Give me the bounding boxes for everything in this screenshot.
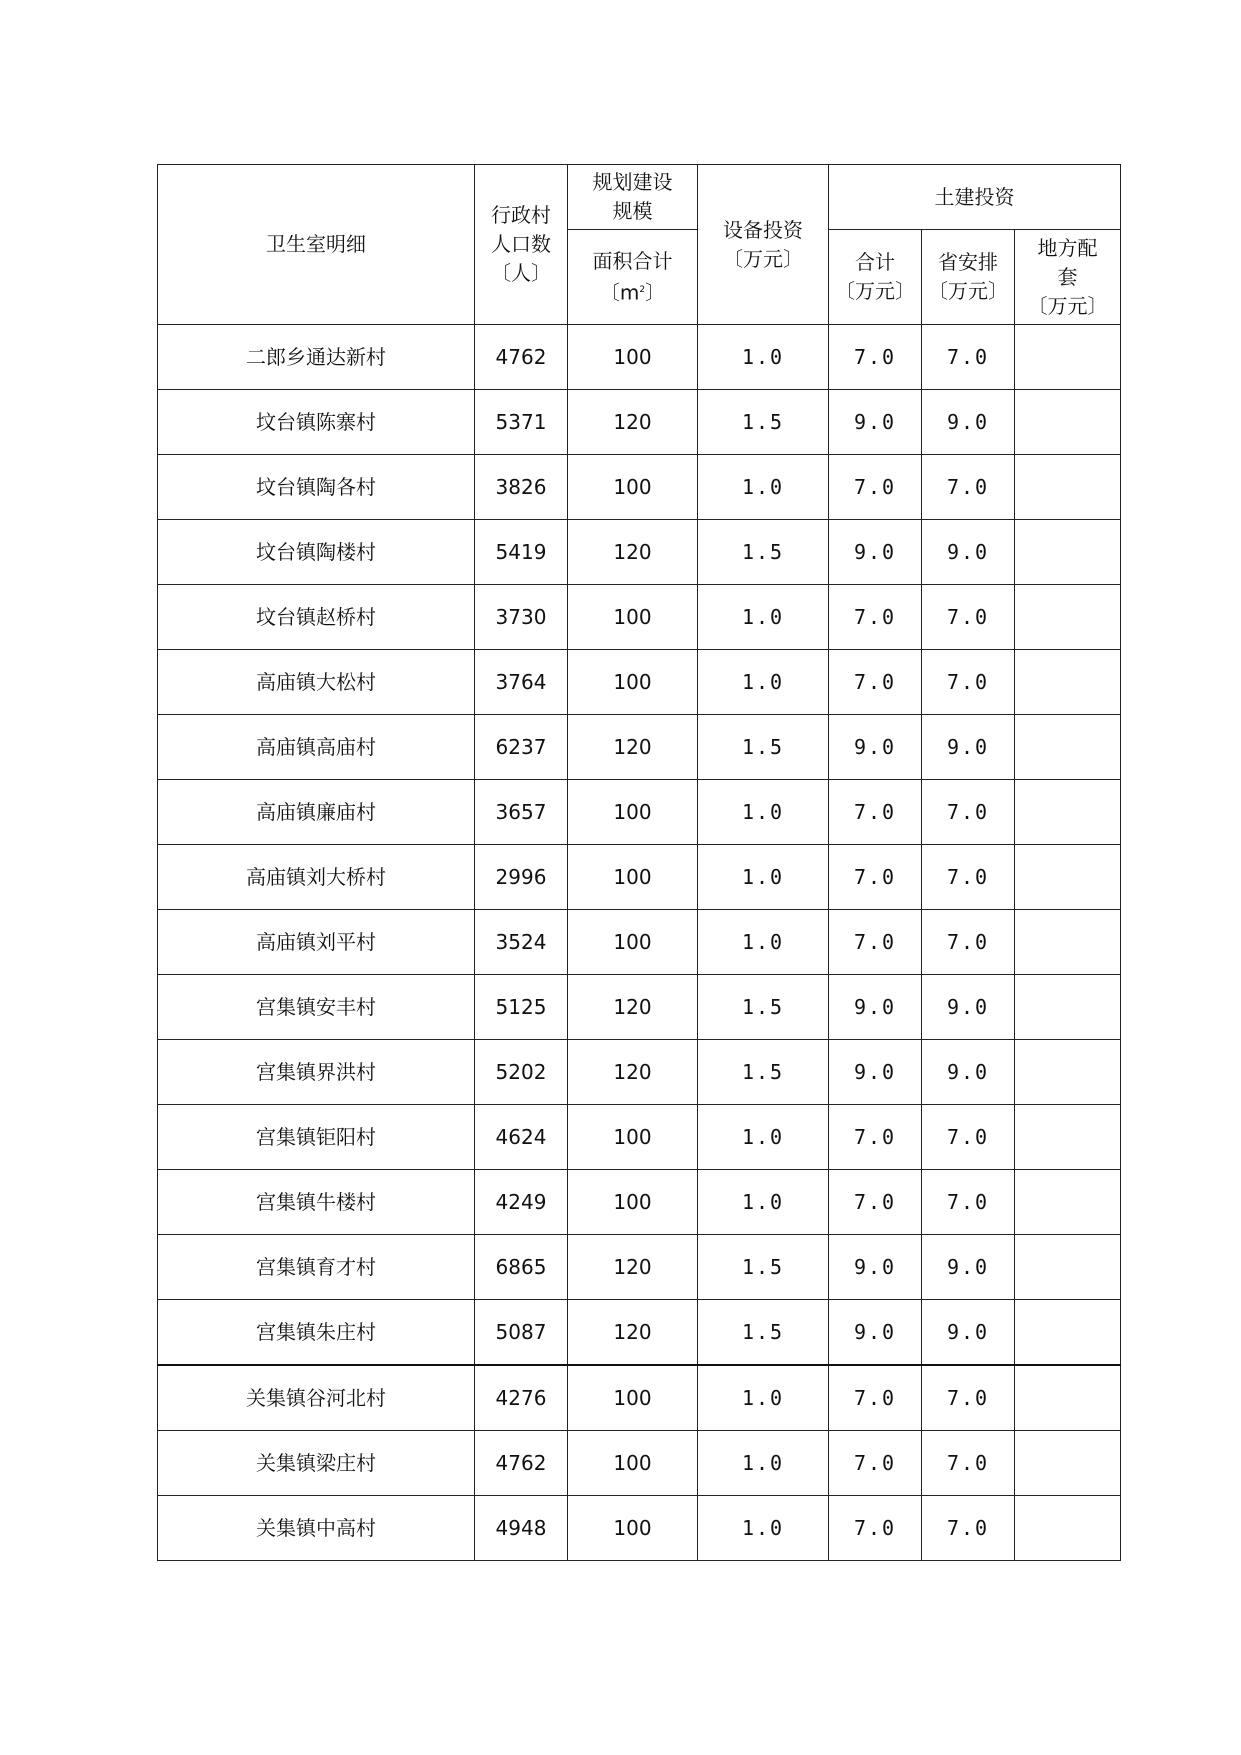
cell-local-matching: [1015, 455, 1121, 520]
cell-equipment-investment: 1.0: [698, 1496, 829, 1561]
cell-population: 3730: [475, 585, 568, 650]
cell-area: 100: [568, 780, 698, 845]
cell-civil-total: 7.0: [829, 845, 922, 910]
cell-provincial-allocation: 9.0: [922, 975, 1015, 1040]
header-area-unit: [568, 276, 697, 308]
cell-equipment-investment: 1.5: [698, 1235, 829, 1300]
cell-equipment-investment: 1.5: [698, 975, 829, 1040]
cell-local-matching: [1015, 1040, 1121, 1105]
cell-provincial-allocation: 7.0: [922, 1496, 1015, 1561]
cell-area: 100: [568, 325, 698, 390]
cell-local-matching: [1015, 975, 1121, 1040]
cell-area: 100: [568, 455, 698, 520]
cell-population: 2996: [475, 845, 568, 910]
cell-population: 4762: [475, 325, 568, 390]
table-body: [158, 165, 1121, 1561]
cell-local-matching: [1015, 325, 1121, 390]
cell-local-matching: [1015, 390, 1121, 455]
cell-civil-total: 9.0: [829, 520, 922, 585]
cell-equipment-investment: 1.0: [698, 1105, 829, 1170]
cell-local-matching: [1015, 715, 1121, 780]
cell-village-name: 宫集镇育才村: [158, 1235, 475, 1300]
cell-area: 120: [568, 520, 698, 585]
header-equipment-unit: 〔万元〕: [723, 246, 803, 271]
cell-village-name: 高庙镇刘平村: [158, 910, 475, 975]
cell-area: 100: [568, 1365, 698, 1431]
cell-population: 5202: [475, 1040, 568, 1105]
cell-provincial-allocation: 7.0: [922, 1105, 1015, 1170]
cell-village-name: 关集镇梁庄村: [158, 1431, 475, 1496]
cell-population: 4624: [475, 1105, 568, 1170]
cell-local-matching: [1015, 1105, 1121, 1170]
table-row: [158, 520, 1121, 585]
cell-civil-total: 7.0: [829, 1496, 922, 1561]
cell-village-name: 宫集镇安丰村: [158, 975, 475, 1040]
cell-civil-total: 9.0: [829, 975, 922, 1040]
table-row: [158, 585, 1121, 650]
cell-equipment-investment: 1.0: [698, 1170, 829, 1235]
cell-local-matching: [1015, 1431, 1121, 1496]
header-area: [568, 230, 698, 325]
cell-village-name: 宫集镇牛楼村: [158, 1170, 475, 1235]
cell-provincial-allocation: 7.0: [922, 585, 1015, 650]
table-row: [158, 715, 1121, 780]
table-row: [158, 1235, 1121, 1300]
table-row: [158, 325, 1121, 390]
header-area-unit-close: 〕: [645, 280, 666, 305]
cell-local-matching: [1015, 1170, 1121, 1235]
cell-local-matching: [1015, 1300, 1121, 1366]
cell-population: 4249: [475, 1170, 568, 1235]
header-local-line2: 套: [1057, 264, 1078, 289]
cell-civil-total: 7.0: [829, 910, 922, 975]
cell-village-name: 关集镇中高村: [158, 1496, 475, 1561]
table-row: [158, 1170, 1121, 1235]
cell-population: 4276: [475, 1365, 568, 1431]
cell-provincial-allocation: 9.0: [922, 715, 1015, 780]
cell-provincial-allocation: 7.0: [922, 1170, 1015, 1235]
cell-provincial-allocation: 7.0: [922, 780, 1015, 845]
header-equipment: [698, 165, 829, 325]
header-detail-label: 卫生室明细: [266, 232, 366, 256]
cell-provincial-allocation: 9.0: [922, 520, 1015, 585]
cell-equipment-investment: 1.0: [698, 1365, 829, 1431]
cell-civil-total: 7.0: [829, 780, 922, 845]
header-local: [1015, 230, 1121, 325]
cell-equipment-investment: 1.0: [698, 650, 829, 715]
cell-area: 120: [568, 1040, 698, 1105]
cell-provincial-allocation: 9.0: [922, 1235, 1015, 1300]
cell-civil-total: 9.0: [829, 1040, 922, 1105]
header-civil-investment: [829, 165, 1121, 230]
header-population-unit: 〔人〕: [491, 261, 551, 285]
cell-equipment-investment: 1.0: [698, 1431, 829, 1496]
cell-village-name: 坟台镇陶各村: [158, 455, 475, 520]
table-row: [158, 910, 1121, 975]
cell-civil-total: 7.0: [829, 1170, 922, 1235]
cell-area: 100: [568, 845, 698, 910]
cell-equipment-investment: 1.5: [698, 1300, 829, 1366]
cell-area: 120: [568, 975, 698, 1040]
cell-village-name: 高庙镇高庙村: [158, 715, 475, 780]
cell-local-matching: [1015, 1235, 1121, 1300]
cell-provincial-allocation: 7.0: [922, 325, 1015, 390]
cell-civil-total: 9.0: [829, 390, 922, 455]
cell-provincial-allocation: 7.0: [922, 650, 1015, 715]
cell-equipment-investment: 1.5: [698, 520, 829, 585]
table-row: [158, 1496, 1121, 1561]
header-local-unit: 〔万元〕: [1027, 293, 1108, 318]
header-equipment-line1: 设备投资: [723, 217, 803, 242]
cell-village-name: 宫集镇界洪村: [158, 1040, 475, 1105]
table-row: [158, 1105, 1121, 1170]
cell-civil-total: 9.0: [829, 1235, 922, 1300]
cell-civil-total: 9.0: [829, 1300, 922, 1366]
table-row: [158, 1365, 1121, 1431]
cell-provincial-allocation: 9.0: [922, 1300, 1015, 1366]
table-row: [158, 1431, 1121, 1496]
table-row: [158, 845, 1121, 910]
header-area-unit-open: 〔m: [599, 280, 640, 305]
cell-area: 120: [568, 1235, 698, 1300]
header-civil-label: 土建投资: [934, 184, 1015, 209]
header-total-line1: 合计: [855, 250, 895, 274]
cell-equipment-investment: 1.0: [698, 325, 829, 390]
cell-area: 100: [568, 650, 698, 715]
header-area-unit-sup: 2: [639, 284, 646, 295]
cell-civil-total: 7.0: [829, 1431, 922, 1496]
header-provincial: [922, 230, 1015, 325]
cell-provincial-allocation: 7.0: [922, 455, 1015, 520]
cell-population: 5125: [475, 975, 568, 1040]
cell-civil-total: 7.0: [829, 1105, 922, 1170]
cell-area: 100: [568, 585, 698, 650]
cell-civil-total: 7.0: [829, 325, 922, 390]
cell-village-name: 坟台镇赵桥村: [158, 585, 475, 650]
cell-civil-total: 7.0: [829, 455, 922, 520]
cell-civil-total: 7.0: [829, 585, 922, 650]
header-population-line2: 人口数: [491, 232, 551, 256]
cell-population: 3657: [475, 780, 568, 845]
table-row: [158, 780, 1121, 845]
cell-provincial-allocation: 7.0: [922, 1365, 1015, 1431]
table-row: [158, 1040, 1121, 1105]
cell-civil-total: 9.0: [829, 715, 922, 780]
cell-local-matching: [1015, 1365, 1121, 1431]
header-total: [829, 230, 922, 325]
cell-village-name: 高庙镇廉庙村: [158, 780, 475, 845]
cell-provincial-allocation: 7.0: [922, 910, 1015, 975]
cell-population: 5419: [475, 520, 568, 585]
table-row: [158, 650, 1121, 715]
cell-population: 5371: [475, 390, 568, 455]
header-detail: [158, 165, 475, 325]
cell-provincial-allocation: 9.0: [922, 1040, 1015, 1105]
cell-village-name: 宫集镇钜阳村: [158, 1105, 475, 1170]
cell-area: 100: [568, 1496, 698, 1561]
cell-population: 4762: [475, 1431, 568, 1496]
cell-village-name: 坟台镇陶楼村: [158, 520, 475, 585]
cell-civil-total: 7.0: [829, 650, 922, 715]
cell-equipment-investment: 1.5: [698, 1040, 829, 1105]
cell-equipment-investment: 1.0: [698, 845, 829, 910]
header-area-line1: 面积合计: [592, 248, 673, 273]
table-row: [158, 455, 1121, 520]
header-provincial-line1: 省安排: [938, 250, 998, 274]
cell-area: 120: [568, 390, 698, 455]
cell-area: 100: [568, 1170, 698, 1235]
cell-village-name: 高庙镇大松村: [158, 650, 475, 715]
cell-provincial-allocation: 9.0: [922, 390, 1015, 455]
cell-village-name: 二郎乡通达新村: [158, 325, 475, 390]
cell-village-name: 关集镇谷河北村: [158, 1365, 475, 1431]
cell-local-matching: [1015, 910, 1121, 975]
cell-population: 6865: [475, 1235, 568, 1300]
cell-equipment-investment: 1.5: [698, 715, 829, 780]
table-row: [158, 1300, 1121, 1366]
cell-population: 5087: [475, 1300, 568, 1366]
table-row: [158, 975, 1121, 1040]
cell-area: 120: [568, 715, 698, 780]
cell-village-name: 坟台镇陈寨村: [158, 390, 475, 455]
cell-local-matching: [1015, 585, 1121, 650]
header-population: [475, 165, 568, 325]
header-total-unit: 〔万元〕: [835, 279, 915, 303]
cell-equipment-investment: 1.5: [698, 390, 829, 455]
cell-civil-total: 7.0: [829, 1365, 922, 1431]
table-row: [158, 390, 1121, 455]
cell-population: 6237: [475, 715, 568, 780]
clinic-investment-table: [157, 164, 1121, 1561]
cell-area: 120: [568, 1300, 698, 1366]
header-provincial-unit: 〔万元〕: [928, 279, 1008, 303]
cell-equipment-investment: 1.0: [698, 585, 829, 650]
cell-village-name: 高庙镇刘大桥村: [158, 845, 475, 910]
cell-provincial-allocation: 7.0: [922, 1431, 1015, 1496]
cell-equipment-investment: 1.0: [698, 910, 829, 975]
header-local-line1: 地方配: [1037, 235, 1098, 260]
header-population-line1: 行政村: [491, 203, 551, 227]
cell-local-matching: [1015, 650, 1121, 715]
cell-equipment-investment: 1.0: [698, 455, 829, 520]
header-plan-scale: [568, 165, 698, 230]
cell-village-name: 宫集镇朱庄村: [158, 1300, 475, 1366]
cell-area: 100: [568, 1105, 698, 1170]
cell-population: 3826: [475, 455, 568, 520]
cell-local-matching: [1015, 1496, 1121, 1561]
cell-area: 100: [568, 1431, 698, 1496]
cell-population: 3524: [475, 910, 568, 975]
cell-population: 3764: [475, 650, 568, 715]
cell-local-matching: [1015, 520, 1121, 585]
header-plan-line1: 规划建设: [592, 170, 673, 194]
cell-population: 4948: [475, 1496, 568, 1561]
cell-equipment-investment: 1.0: [698, 780, 829, 845]
cell-provincial-allocation: 7.0: [922, 845, 1015, 910]
header-row-1: [158, 165, 1121, 230]
header-plan-line2: 规模: [612, 199, 653, 223]
cell-local-matching: [1015, 845, 1121, 910]
cell-local-matching: [1015, 780, 1121, 845]
cell-area: 100: [568, 910, 698, 975]
